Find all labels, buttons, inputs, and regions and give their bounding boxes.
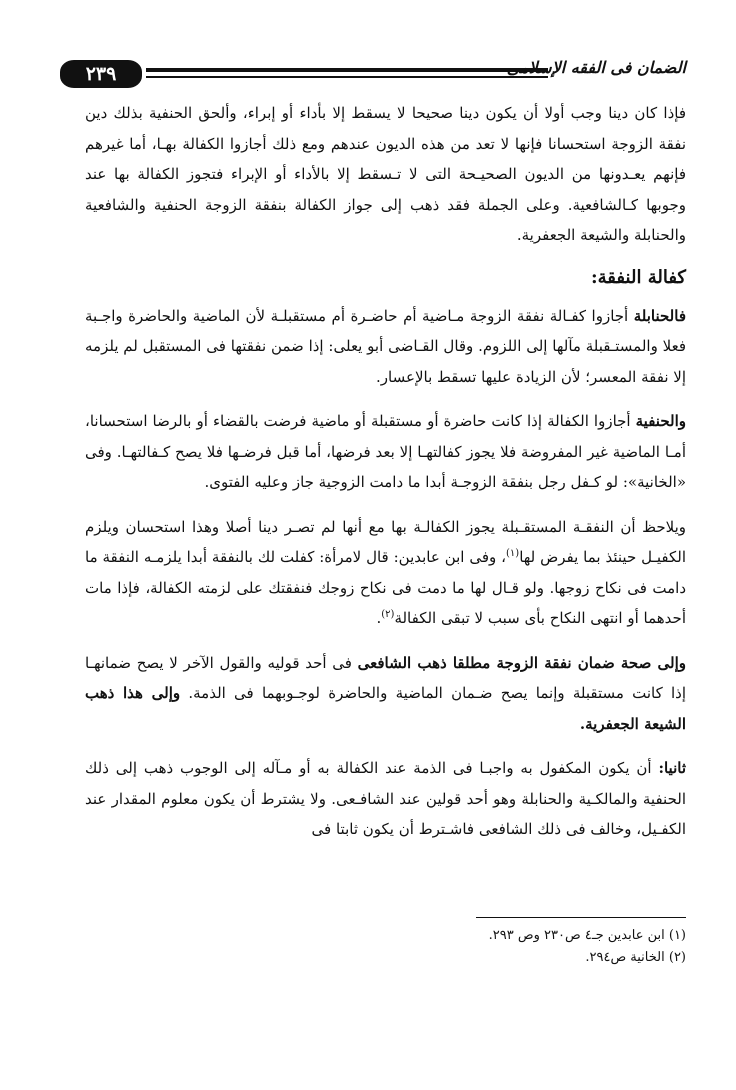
page-number-badge [60, 60, 142, 88]
paragraph-tail: وإلى هذا ذهب الشيعة الجعفرية. [85, 684, 686, 733]
footnote-ref-2: (٢) [381, 609, 395, 620]
footnote-separator [476, 917, 686, 918]
section-heading: كفالة النفقة: [591, 266, 686, 288]
footnote-1: (١) ابن عابدين جـ٤ ص٢٣٠ وص ٢٩٣. [488, 928, 686, 943]
paragraph-thaniyan: ثانيا: أن يكون المكفول به واجبـا فى الذمة عند الكفالة به أو مـآله إلى الوجوب ذهب إلى ذلك الحنفية والمالكـية والحنابلة وهو أحد قولين عند الشافـعى. ولا يشترط أن يكون معلوم المقدار عند الكفـيل، وخالف فى ذلك الشافعى فاشـترط أن يكون ثابتا فى [85, 759, 686, 838]
footnote-2: (٢) الخانية ص٢٩٤. [585, 950, 686, 965]
paragraph-lead: ثانيا: [658, 759, 686, 777]
footnotes [286, 925, 686, 969]
paragraph-shafii: وإلى صحة ضمان نفقة الزوجة مطلقا ذهب الشافعى فى أحد قوليه والقول الآخر لا يصح ضمانهـا إذا كانت مستقبلة وإنما يصح ضـمان الماضية والحاضرة لوجـوبهما فى الذمة. وإلى هذا ذهب الشيعة الجعفرية. [85, 653, 687, 733]
header-rule-thin [146, 76, 548, 78]
header-rule-thick [146, 68, 548, 72]
paragraph-lead: والحنفية [635, 412, 686, 430]
running-title: الضمان فى الفقه الإسلامى [506, 58, 686, 77]
paragraph-hanabila: فالحنابلة أجازوا كفـالة نفقة الزوجة مـاضية أم حاضـرة أم مستقبلـة لأن الماضية والحاضرة واجـبة فعلا والمستـقبلة مآلها إلى اللزوم. وقال القـاضى أبو يعلى: إذا ضمن نفقتها فى المستقبل لم يلزمه إلا نفقة المعسر؛ لأن الزيادة عليها تسقط بالإعسار. [85, 306, 686, 386]
footnote-ref-1: (١) [506, 548, 520, 559]
paragraph-lead: فالحنابلة [633, 306, 686, 325]
paragraph-lead: وإلى صحة ضمان نفقة الزوجة مطلقا ذهب الشافعى [357, 653, 686, 672]
paragraph-mustaqbala: ويلاحظ أن النفقـة المستقـبلة يجوز الكفالـة بها مع أنها لم تصـر دينا أصلا وهذا استحسان ويلزم الكفيـل حينئذ بما يفرض لها$^{(١)}$، وفى ابن عابدين: قال لامرأة: كفلت لك بالنفقة أبدا يلزمـه النفقة ما دامت فى نكاح زوجها. ولو قـال لها ما دمت فى نكاح زوجك فنفقتك على لزمته الكفالة، فإذا مات أحدهما أو انتهى النكاح بأى سبب لا تبقى الكفالة$^{(٢)}$. [85, 517, 686, 627]
page-body [85, 98, 686, 859]
page-header [60, 58, 686, 94]
paragraph-hanafiyya: والحنفية أجازوا الكفالة إذا كانت حاضرة أو مستقبلة أو ماضية فرضت بالقضاء أو بالرضا استحسانا، أمـا الماضية غير المفروضة فلا يجوز كفالتهـا إلا بعد فرضها، أما قبل فرضـها فلا يصح كـفالتهـا. وفى «الخانية»: لو كـفل رجل بنفقة الزوجـة أبدا ما دامت الزوجية جاز وعليه الفتوى. [85, 412, 686, 491]
page-number: ٢٣٩ [85, 63, 117, 85]
paragraph-1: فإذا كان دينا وجب أولا أن يكون دينا صحيحا لا يسقط إلا بأداء أو إبراء، وألحق الحنفية بذلك دين نفقة الزوجة استحسانا فإنها لا تعد من هذه الديون عندهم ومع ذلك أجازوا الكفالة بهـا، أما غيرهم فإنهم يعـدونها من الديون الصحيـحة التى لا تـسقط إلا بالأداء أو الإبراء فتجوز الكفالة بها عند وجوبها كـالشافعية. وعلى الجملة فقد ذهب إلى جواز الكفالة بنفقة الزوجة الحنفية والشافعية والحنابلة والشيعة الجعفرية. [85, 104, 686, 244]
